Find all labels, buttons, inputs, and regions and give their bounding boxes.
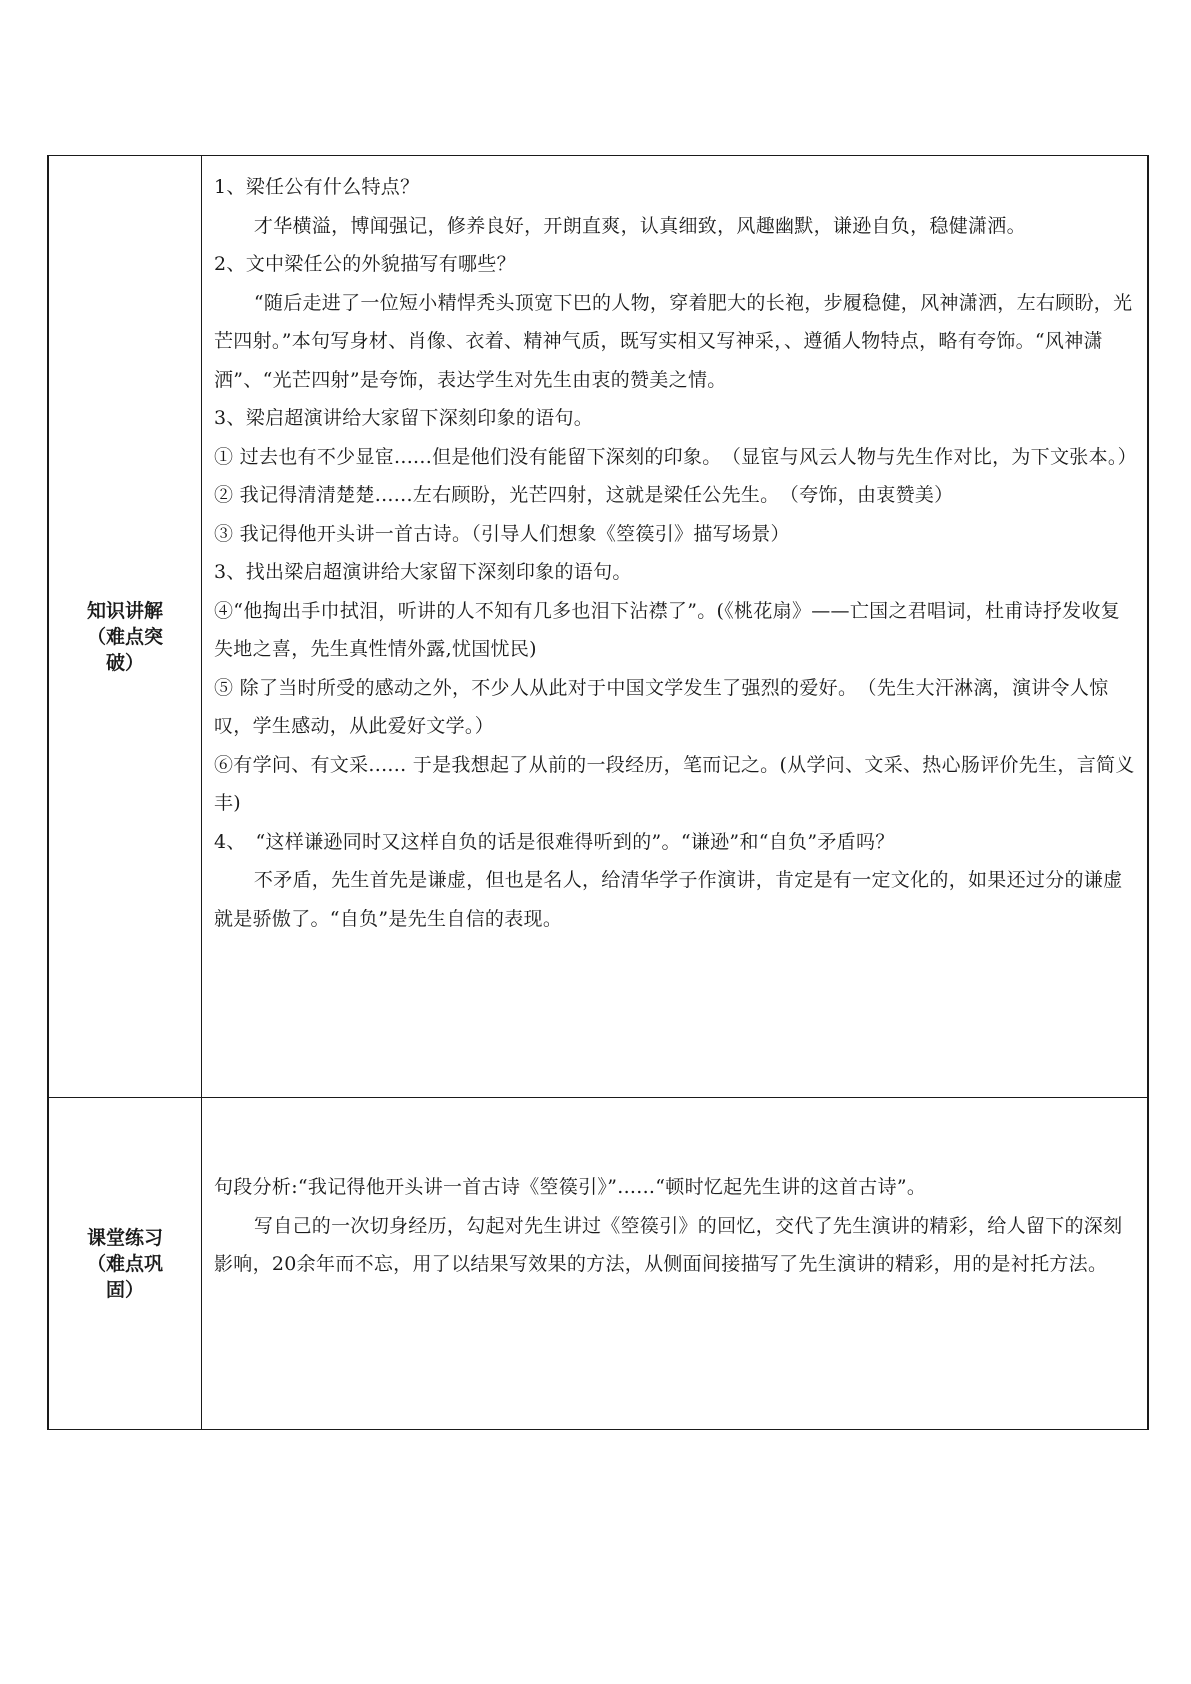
knowledge-label-line: 破） [105, 651, 144, 674]
knowledge-row [48, 156, 1148, 1098]
knowledge-paragraph: 4、 “这样谦逊同时又这样自负的话是很难得听到的”。“谦逊”和“自负”矛盾吗？ [214, 830, 895, 853]
knowledge-paragraph: “随后走进了一位短小精悍秃头顶宽下巴的人物，穿着肥大的长袍，步履稳健，风神潇洒，左右顾盼，光芒四射。”本句写身材、肖像、衣着、精神气质，既写实相又写神采，、遵循人物特点，略有夸饰。“风神潇洒”、“光芒四射”是夸饰，表达学生对先生由衷的赞美之情。 [214, 291, 1133, 391]
knowledge-paragraph: ② 我记得清清楚楚......左右顾盼，光芒四射，这就是梁任公先生。 （夸饰，由衷赞美） [214, 484, 954, 506]
practice-label-line: 固） [105, 1278, 144, 1301]
practice-content [202, 1098, 1147, 1284]
knowledge-paragraph: 3、梁启超演讲给大家留下深刻印象的语句。 [214, 407, 594, 429]
knowledge-label-line: 知识讲解 [86, 599, 163, 622]
practice-paragraph: 句段分析:“我记得他开头讲一首古诗《箜篌引》”......“顿时忆起先生讲的这首古诗”。 [214, 1176, 927, 1198]
practice-section-label [49, 1225, 201, 1303]
practice-content-cell [202, 1098, 1149, 1430]
practice-paragraph: 写自己的一次切身经历，勾起对先生讲过《箜篌引》的回忆，交代了先生演讲的精彩，给人留下的深刻影响，20余年而不忘，用了以结果写效果的方法，从侧面间接描写了先生演讲的精彩，用的是衬托方法。 [214, 1214, 1123, 1275]
knowledge-paragraph: 才华横溢，博闻强记，修养良好，开朗直爽，认真细致，风趣幽默，谦逊自负，稳健潇洒。 [253, 214, 1026, 237]
knowledge-paragraph: ③ 我记得他开头讲一首古诗。（引导人们想象《箜篌引》描写场景） [214, 522, 790, 545]
knowledge-paragraph: 2、文中梁任公的外貌描写有哪些？ [214, 253, 516, 275]
knowledge-paragraph: 不矛盾，先生首先是谦虚，但也是名人，给清华学子作演讲，肯定是有一定文化的，如果还过分的谦虚就是骄傲了。“自负”是先生自信的表现。 [214, 869, 1123, 930]
practice-label-line: （难点巩 [86, 1252, 163, 1275]
lesson-table [47, 155, 1149, 1430]
knowledge-paragraph: ④“他掏出手巾拭泪，听讲的人不知有几多也泪下沾襟了”。(《桃花扇》——亡国之君唱词，杜甫诗抒发收复失地之喜，先生真性情外露,忧国忧民) [214, 599, 1121, 660]
knowledge-paragraph: ⑤ 除了当时所受的感动之外，不少人从此对于中国文学发生了强烈的爱好。 （先生大汗淋漓，演讲令人惊叹，学生感动，从此爱好文学。） [214, 676, 1109, 737]
knowledge-paragraph: ⑥有学问、有文采...... 于是我想起了从前的一段经历，笔而记之。(从学问、文采、热心肠评价先生，言简义丰) [214, 753, 1135, 814]
practice-label-cell [48, 1098, 202, 1430]
knowledge-label-line: （难点突 [86, 625, 163, 648]
knowledge-content [202, 156, 1147, 938]
knowledge-paragraph: ① 过去也有不少显宦......但是他们没有能留下深刻的印象。 （显宦与风云人物与先生作对比，为下文张本。） [214, 445, 1137, 468]
practice-row [48, 1098, 1148, 1430]
knowledge-label-cell [48, 156, 202, 1098]
knowledge-content-cell [202, 156, 1149, 1098]
knowledge-section-label [49, 598, 201, 676]
practice-label-line: 课堂练习 [86, 1226, 163, 1249]
knowledge-paragraph: 3、找出梁启超演讲给大家留下深刻印象的语句。 [214, 561, 632, 583]
knowledge-paragraph: 1、梁任公有什么特点？ [214, 176, 420, 198]
